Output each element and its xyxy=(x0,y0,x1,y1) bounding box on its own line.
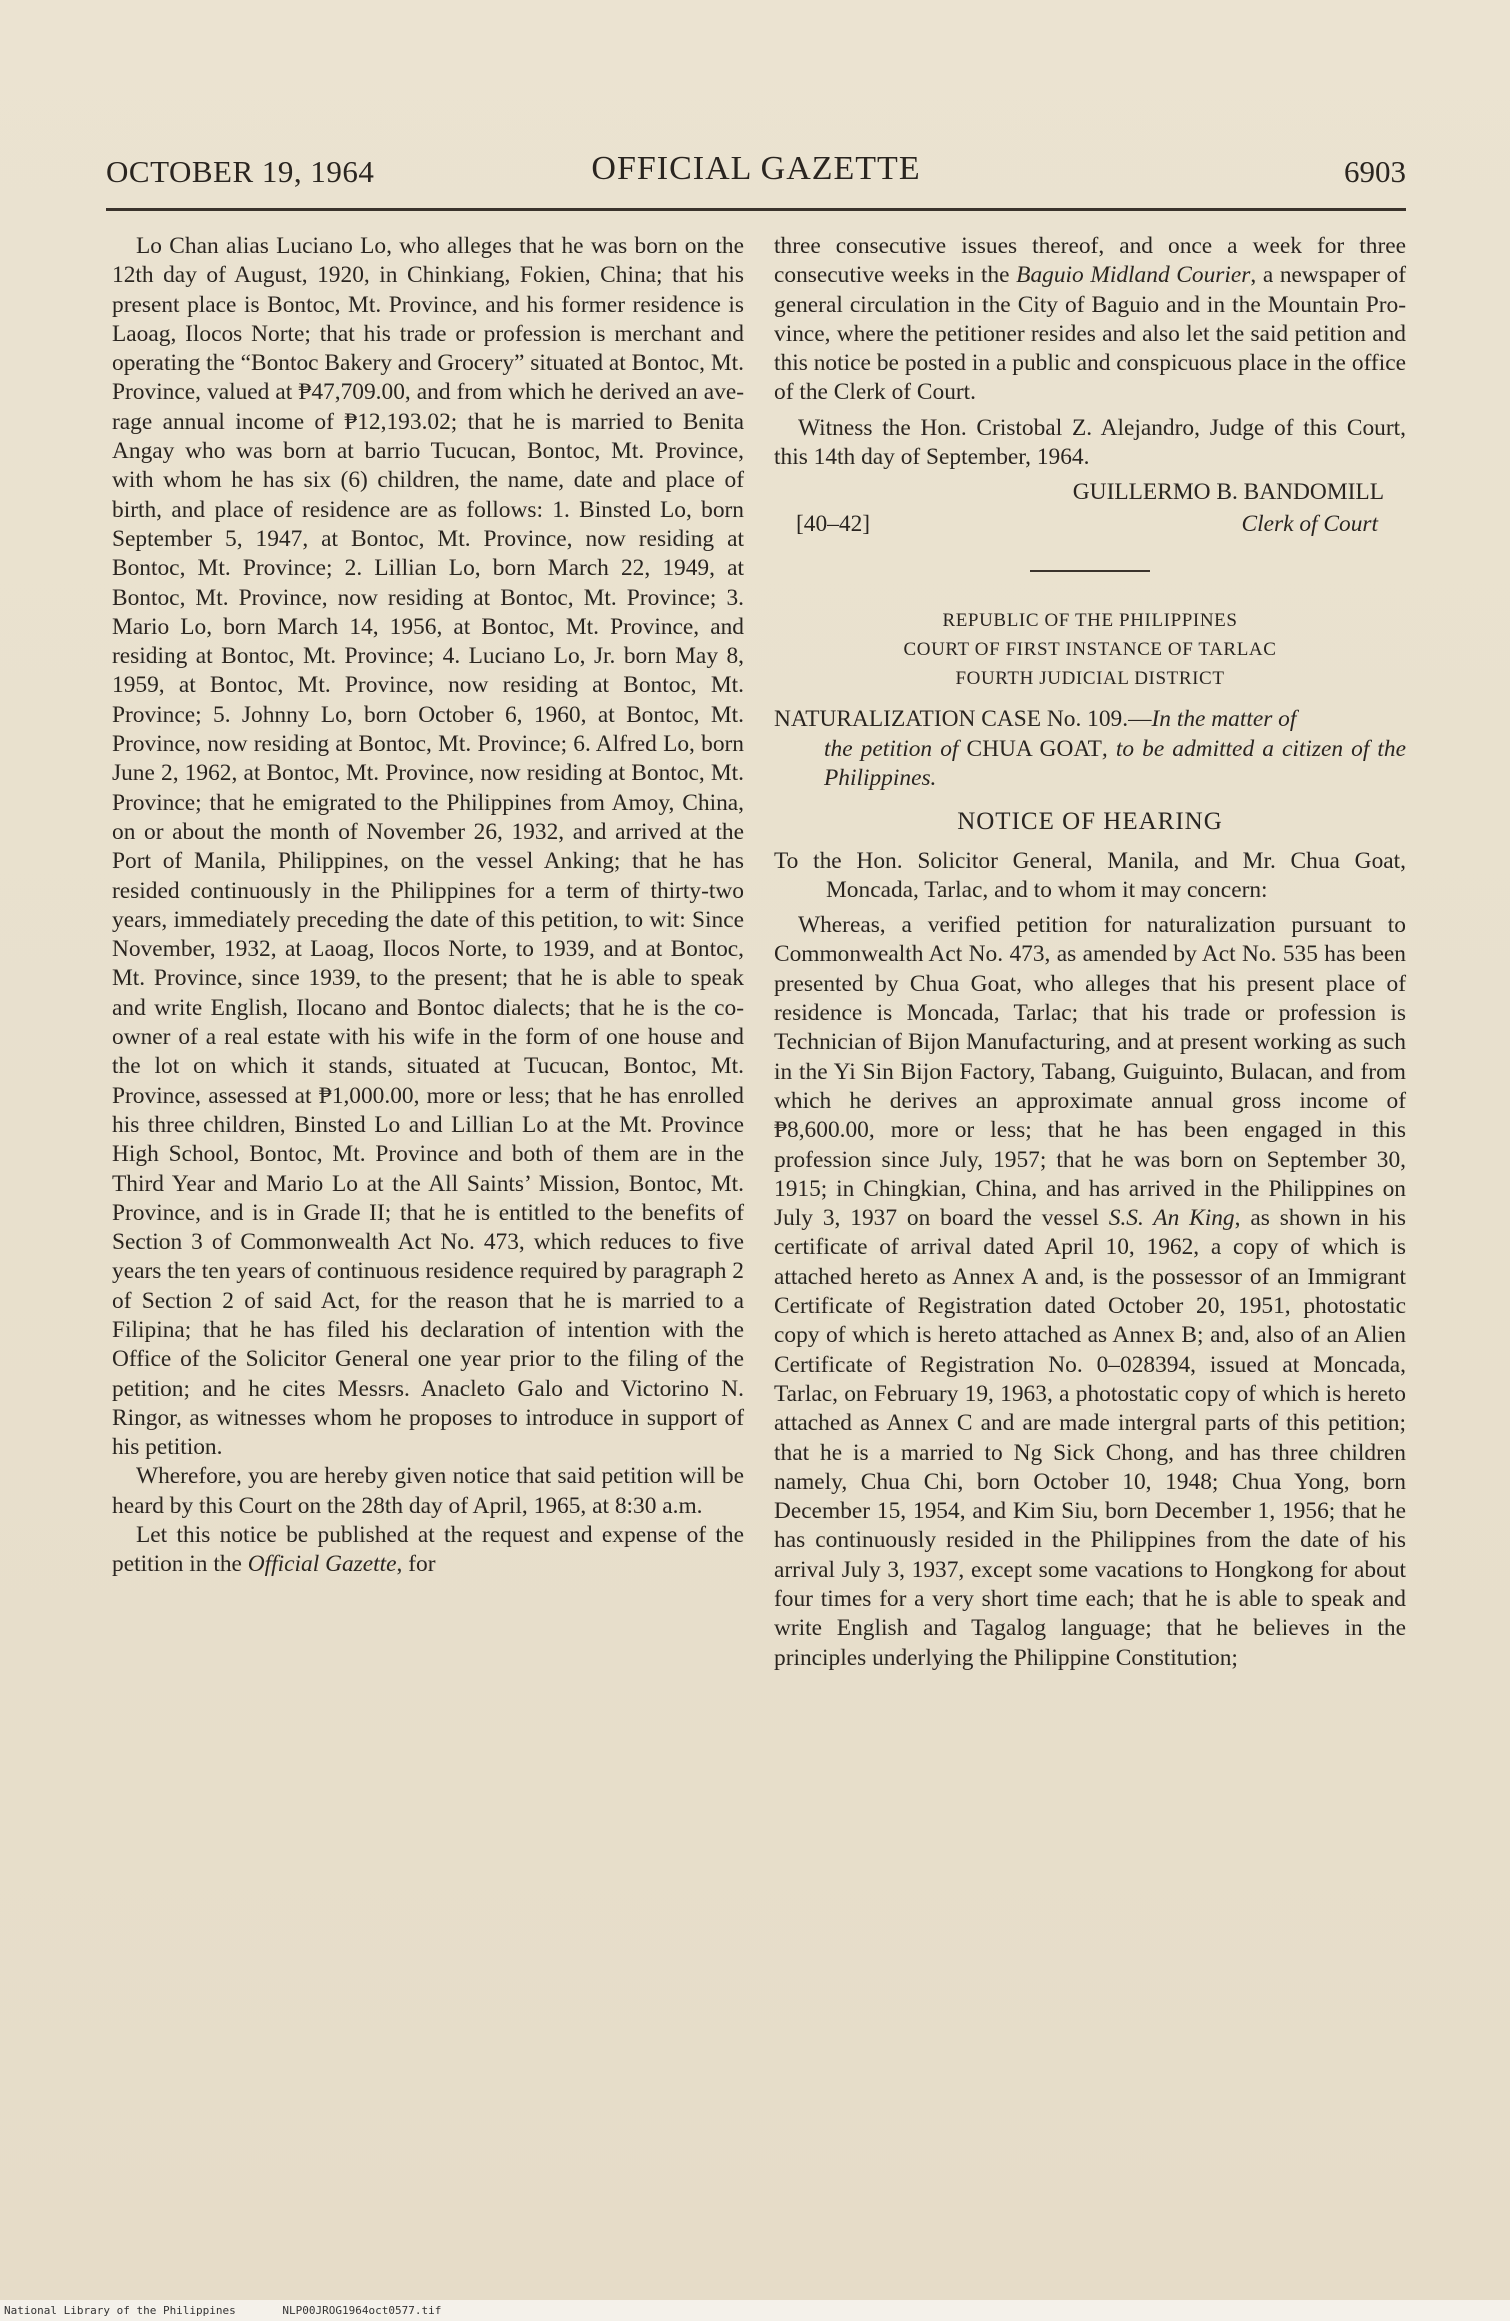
newspaper-name: Baguio Midland Courier xyxy=(1016,262,1251,289)
hearing-date-paragraph: Wherefore, you are hereby given notice that said petition will be heard by this Court on the 28th day of April, 1965, at 8:30 a.m. xyxy=(112,1463,744,1519)
scan-footer xyxy=(0,2300,1510,2321)
page-header xyxy=(106,148,1406,198)
notice-heading: NOTICE OF HEARING xyxy=(957,808,1223,836)
notice-body-paragraph: Whereas, a verified petition for naturalization pursuant to Commonwealth Act No. 473, as amended by Act No. 535 has been presented by Chua Goat, who alleges that his present place of residence is Moncada, Tarlac; that his trade or profession is Technician of Bijon Manufacturing, and at present working as such in the Yi Sin Bijon Factory, Tabang, Guiguinto, Bulacan, and from which he derives an approximate annual gross income of ₱8,600.00, more or less; that he has been engaged in this profession since July, 1957; that he was born on September 30, 1915; in Chingkian, China, and has arrived in the Philippines on July 3, 1937 on board the vessel S.S. An King, as shown in his certificate of arrival dated April 10, 1962, a copy of which is attached hereto as Annex A and, is the possessor of an Immigrant Certificate of Registration dated October 20, 1951, photostatic copy of which is hereto attached as Annex B; and, also of an Alien Certificate of Registration No. 0–028394, issued at Moncada, Tarlac, on February 19, 1963, a photostatic copy of which is hereto attached as Annex C and are made intergral parts of this petition; that he is a married to Ng Sick Chong, and has three children namely, Chua Chi, born October 10, 1948; Chua Yong, born December 15, 1954, and Kim Siu, born December 1, 1956; that he has continuously resided in the Philippines from the date of his arrival July 3, 1937, except some vacations to Hongkong for about four times for a very short time each; that he is able to speak and write English and Tagalog language; that he believes in the principles underlying the Philippine Constitution; xyxy=(774,912,1407,1671)
gazette-name: Official Gazette xyxy=(247,1551,397,1578)
court-line-republic: REPUBLIC OF THE PHILIPPINES xyxy=(942,610,1238,632)
court-heading xyxy=(774,606,1406,693)
page-number: 6903 xyxy=(1344,154,1406,189)
petition-body-paragraph: Lo Chan alias Luciano Lo, who alleges that he was born on the 12th day of August, 1920, in Chinkiang, Fokien, China; that his present place is Bontoc, Mt. Province, and his former residence is Laoag, Ilocos Norte; that his trade or profession is merchant and operating the “Bontoc Bakery and Grocery” situated at Bontoc, Mt. Province, valued at ₱47,709.00, and from which he derived an average annual income of ₱12,193.02; that he is married to Benita Angay who was born at barrio Tucucan, Bontoc, Mt. Province, with whom he has six (6) children, the name, date and place of birth, and place of residence are as follows: 1. Binsted Lo, born September 5, 1947, at Bontoc, Mt. Province, now residing at Bontoc, Mt. Province; 2. Lillian Lo, born March 22, 1949, at Bontoc, Mt. Province, now residing at Bontoc, Mt. Province; 3. Mario Lo, born March 14, 1956, at Bontoc, Mt. Province, and residing at Bontoc, Mt. Province; 4. Luciano Lo, Jr. born May 8, 1959, at Bontoc, Mt. Province, now residing at Bontoc, Mt. Province; 5. Johnny Lo, born October 6, 1960, at Bontoc, Mt. Province, now residing at Bontoc, Mt. Province; 6. Alfred Lo, born June 2, 1962, at Bontoc, Mt. Province, now residing at Bontoc, Mt. Province; that he emigrated to the Philippines from Amoy, China, on or about the month of November 26, 1932, and arrived at the Port of Manila, Philippines, on the vessel Anking; that he has resided continuously in the Philippines for a term of thirty-two years, immediately preceding the date of this petition, to wit: Since November, 1932, at Laoag, Ilocos Norte, to 1939, and at Bontoc, Mt. Province, since 1939, to the present; that he is able to speak and write English, Ilocano and Bontoc dialects; that he is the co-owner of a real estate with his wife in the form of one house and the lot on which it stands, situated at Tucucan, Bontoc, Mt. Province, assessed at ₱1,000.00, more or less; that he has enrolled his three children, Binsted Lo and Lillian Lo at the Mt. Province High School, Bontoc, Mt. Province and both of them are in the Third Year and Mario Lo at the All Saints’ Mission, Bontoc, Mt. Province, and is in Grade II; that he is entitled to the benefits of Section 3 of Commonwealth Act No. 473, which reduces to five years the ten years of continuous residence required by paragraph 2 of Section 2 of said Act, for the reason that he is married to a Filipina; that he has filed his declaration of intention with the Office of the Solicitor General one year prior to the filing of the petition; and he cites Messrs. Anacleto Galo and Victorino N. Ringor, as witnesses whom he proposes to introduce in support of his petition. xyxy=(112,233,745,1461)
clerk-title: Clerk of Court xyxy=(1241,511,1378,538)
scan-filename: NLP00JROG1964oct0577.tif xyxy=(282,2304,442,2317)
publication-title: OFFICIAL GAZETTE xyxy=(591,150,921,187)
right-column xyxy=(774,232,1406,1673)
court-line-district: FOURTH JUDICIAL DISTRICT xyxy=(955,668,1225,690)
witness-paragraph: Witness the Hon. Cristobal Z. Alejandro, Judge of this Court, this 14th day of September, 1964. xyxy=(774,414,1406,471)
clerk-signature-block xyxy=(774,478,1406,542)
publication-order-paragraph: Let this notice be published at the request and expense of the petition in the Official Gazette, for xyxy=(112,1522,744,1578)
issue-date: OCTOBER 19, 1964 xyxy=(106,154,375,189)
header-rule xyxy=(106,208,1406,211)
library-credit: National Library of the Philippines xyxy=(4,2304,236,2317)
publication-continuation: three consecutive issues thereof, and once a week for three consecutive weeks in the Baguio Midland Courier, a newspaper of general circulation in the City of Baguio and in the Mountain Province, where the petitioner resides and also let the said petition and this notice be posted in a public and conspicuous place in the office of the Clerk of Court. xyxy=(774,233,1406,406)
issue-reference: [40–42] xyxy=(796,511,871,538)
court-line-instance: COURT OF FIRST INSTANCE OF TARLAC xyxy=(903,639,1277,661)
case-subtitle: the petition of CHUA GOAT, to be admitted a citizen of the Philippines. xyxy=(824,735,1406,791)
case-title: NATURALIZATION CASE No. 109.—In the matter of xyxy=(774,706,1297,733)
vessel-name: S.S. An King xyxy=(1108,1205,1235,1232)
clerk-name: GUILLERMO B. BANDOMILL xyxy=(1072,479,1384,506)
addressee-paragraph: To the Hon. Solicitor General, Manila, and Mr. Chua Goat, Moncada, Tarlac, and to whom it may concern: xyxy=(774,847,1406,903)
section-divider xyxy=(1030,570,1150,572)
left-column xyxy=(112,232,744,1580)
